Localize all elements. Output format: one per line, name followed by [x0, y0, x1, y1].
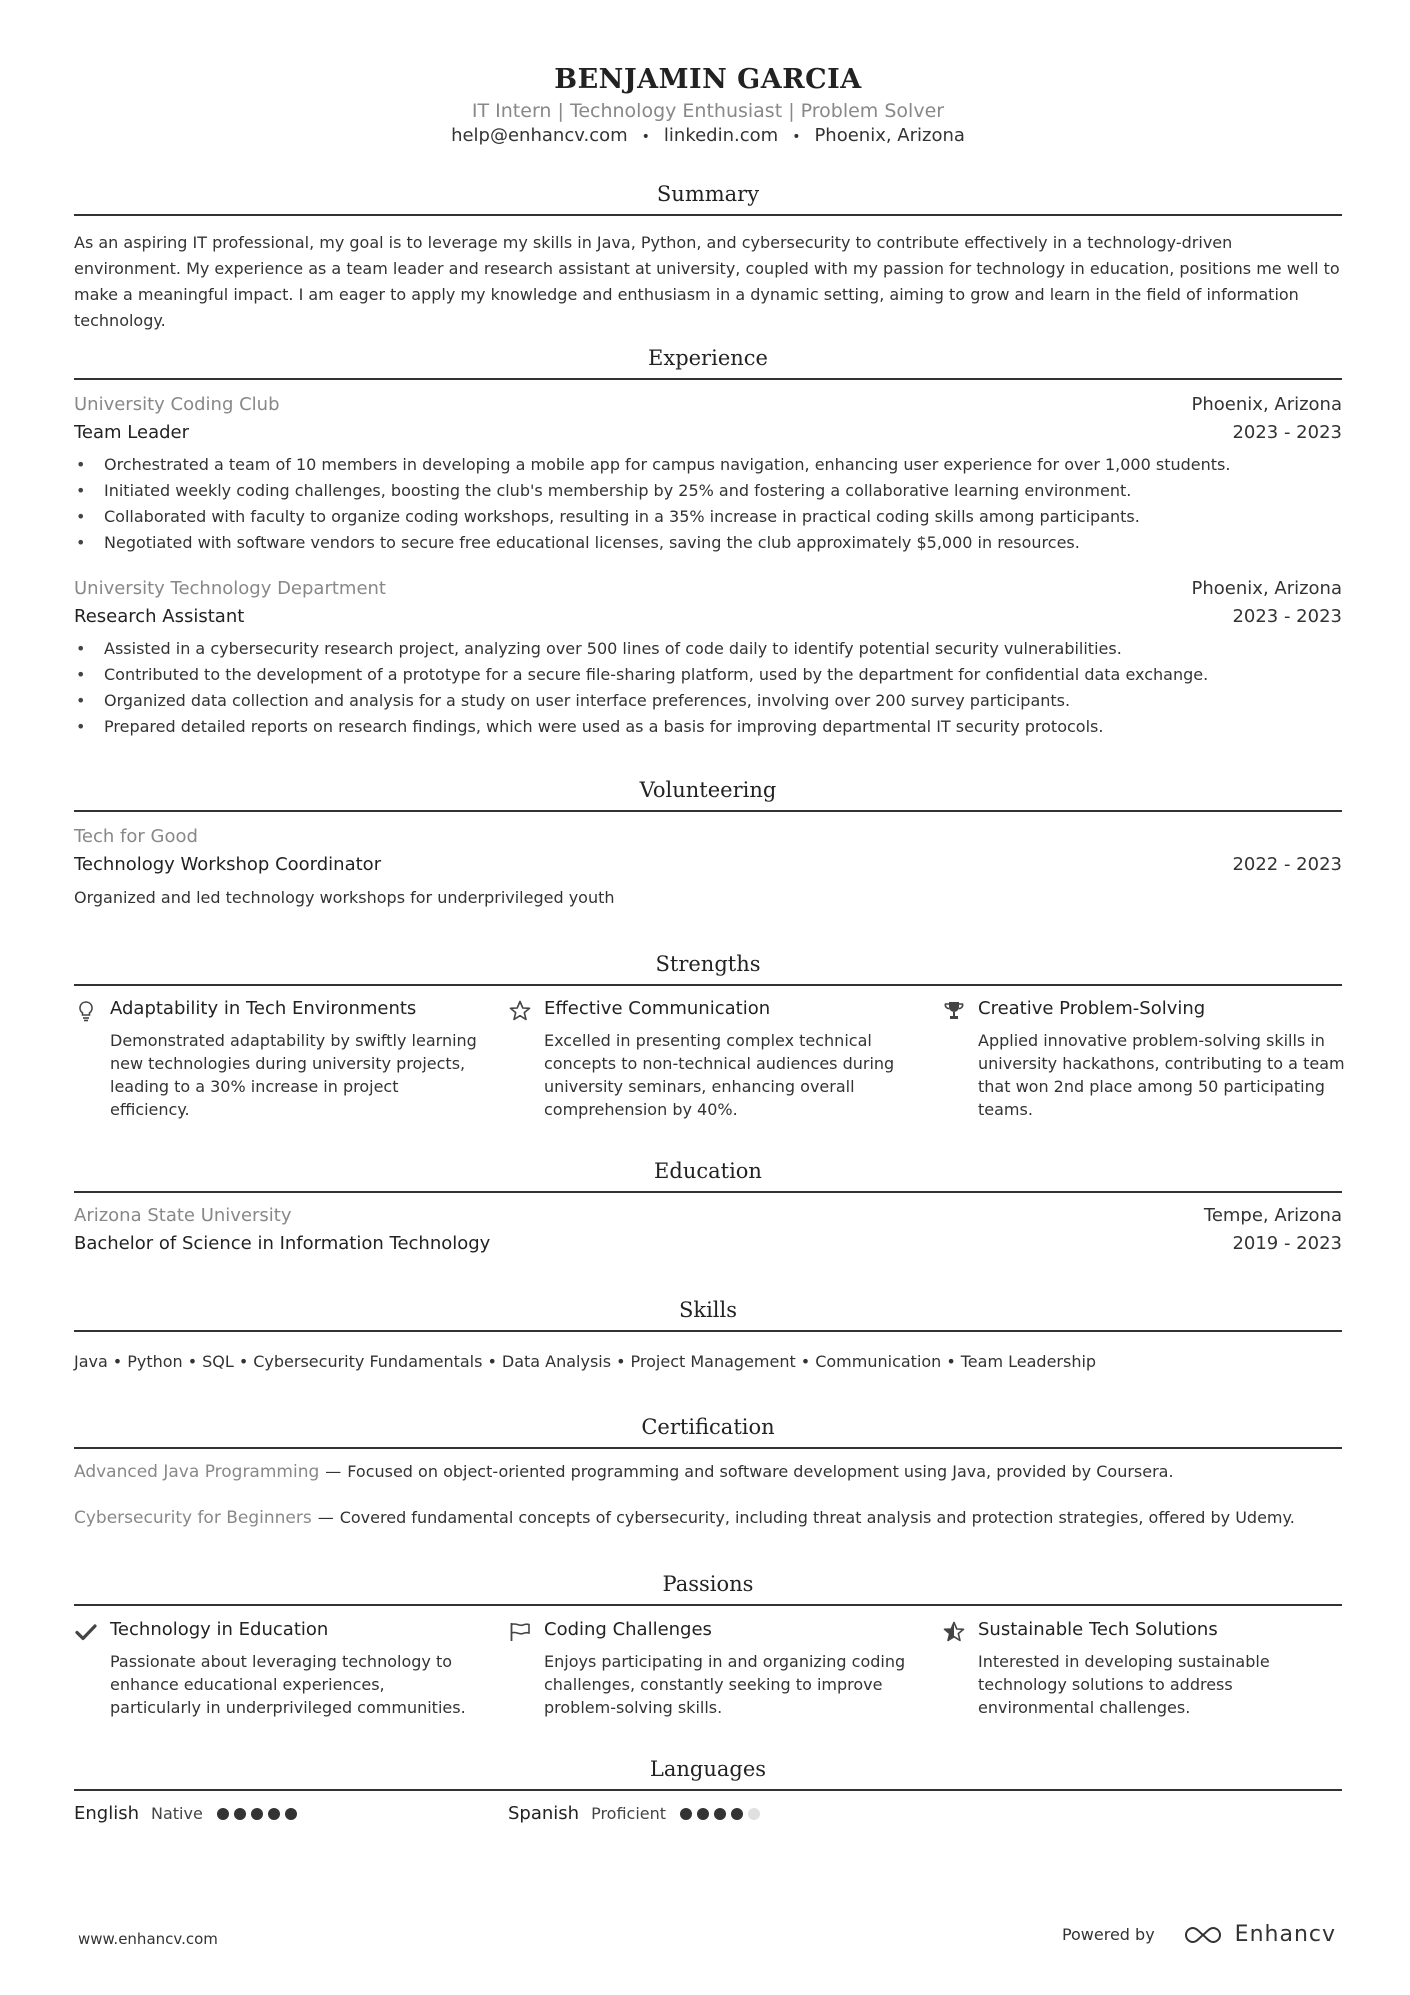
trophy-icon	[942, 999, 966, 1023]
skill-item: Python	[127, 1352, 183, 1371]
list-item: • Contributed to the development of a prototype for a secure file-sharing platform, used by the department for confidential data exchange.	[74, 662, 1342, 688]
lightbulb-icon	[74, 999, 98, 1023]
organization: University Coding Club	[74, 394, 280, 415]
skill-item: SQL	[202, 1352, 234, 1371]
certification-name: Advanced Java Programming	[74, 1462, 320, 1482]
strength-description: Excelled in presenting complex technical concepts to non-technical audiences during university seminars, enhancing overall comprehension by 40%.	[544, 1031, 895, 1119]
passion-description: Passionate about leveraging technology to enhance educational experiences, particularly in underprivileged communities.	[110, 1652, 466, 1717]
section-title: Strengths	[74, 951, 1342, 986]
footer-website[interactable]: www.enhancv.com	[78, 1930, 218, 1948]
list-item: • Initiated weekly coding challenges, boosting the club's membership by 25% and fostering a collaborative learning environment.	[74, 478, 1342, 504]
half-star-icon	[942, 1620, 966, 1644]
bullet-list	[74, 636, 1342, 740]
section-title: Volunteering	[74, 777, 1342, 812]
strength-title: Adaptability in Tech Environments	[110, 998, 417, 1019]
separator-dot: •	[641, 129, 650, 145]
experience-section	[74, 345, 1342, 380]
summary-section	[74, 181, 1342, 216]
summary-text: As an aspiring IT professional, my goal is to leverage my skills in Java, Python, and cybersecurity to contribute effectively in a technology-driven environment. My experience as a team leader and research assistant at university, coupled with my passion for technology in education, positions me well to make a meaningful impact. I am eager to apply my knowledge and enthusiasm in a dynamic setting, aiming to grow and learn in the field of information technology.	[74, 233, 1340, 330]
education-section	[74, 1158, 1342, 1193]
skills-section	[74, 1297, 1342, 1332]
strengths-section	[74, 951, 1342, 986]
section-title: Summary	[74, 181, 1342, 216]
list-item: • Organized data collection and analysis for a study on user interface preferences, involving over 200 survey participants.	[74, 688, 1342, 714]
language-name: Spanish	[508, 1803, 580, 1824]
certification-name: Cybersecurity for Beginners	[74, 1508, 312, 1528]
list-item: • Negotiated with software vendors to secure free educational licenses, saving the club approximately $5,000 in resources.	[74, 530, 1342, 556]
section-title: Experience	[74, 345, 1342, 380]
role: Team Leader	[74, 422, 190, 443]
tagline: IT Intern | Technology Enthusiast | Problem Solver	[471, 100, 945, 122]
contact-line	[74, 125, 1342, 146]
skill-item: Java	[74, 1352, 108, 1371]
skill-item: Project Management	[630, 1352, 796, 1371]
passion-description: Interested in developing sustainable technology solutions to address environmental challenges.	[978, 1652, 1270, 1717]
degree: Bachelor of Science in Information Technology	[74, 1233, 491, 1254]
section-title: Languages	[74, 1756, 1342, 1791]
location: Phoenix, Arizona	[1191, 394, 1342, 415]
passions-section	[74, 1571, 1342, 1606]
rating-dot-filled	[731, 1808, 743, 1820]
certification-item: Cybersecurity for Beginners — Covered fundamental concepts of cybersecurity, including threat analysis and protection strategies, offered by Udemy.	[74, 1508, 1295, 1528]
brand-name: Enhancv	[1234, 1922, 1336, 1947]
organization: University Technology Department	[74, 578, 386, 599]
certification-section	[74, 1414, 1342, 1449]
rating-dot-empty	[748, 1808, 760, 1820]
skills-list: Java • Python • SQL • Cybersecurity Fundamentals • Data Analysis • Project Management • Communication • Team Leadership	[74, 1352, 1097, 1371]
skill-item: Communication	[815, 1352, 942, 1371]
role: Technology Workshop Coordinator	[74, 854, 382, 875]
passion-title: Coding Challenges	[544, 1619, 712, 1640]
languages-section	[74, 1756, 1342, 1791]
bullet-list	[74, 452, 1342, 556]
dates: 2023 - 2023	[1232, 606, 1342, 627]
star-icon	[508, 999, 532, 1023]
list-item: • Orchestrated a team of 10 members in developing a mobile app for campus navigation, enhancing user experience for over 1,000 students.	[74, 452, 1342, 478]
dates: 2022 - 2023	[1232, 854, 1342, 875]
certification-item: Advanced Java Programming — Focused on object-oriented programming and software development using Java, provided by Coursera.	[74, 1462, 1174, 1482]
skill-item: Team Leadership	[960, 1352, 1097, 1371]
language-name: English	[74, 1803, 139, 1824]
passion-title: Sustainable Tech Solutions	[978, 1619, 1218, 1640]
section-title: Certification	[74, 1414, 1342, 1449]
language-item	[508, 1802, 765, 1826]
dates: 2019 - 2023	[1232, 1233, 1342, 1254]
rating-dot-filled	[268, 1808, 280, 1820]
rating-dot-filled	[285, 1808, 297, 1820]
strength-description: Applied innovative problem-solving skills in university hackathons, contributing to a team that won 2nd place among 50 participating teams.	[978, 1031, 1345, 1119]
volunteering-section	[74, 777, 1342, 812]
school: Arizona State University	[74, 1205, 292, 1226]
language-item	[74, 1802, 302, 1826]
certification-description: Covered fundamental concepts of cybersecurity, including threat analysis and protection strategies, offered by Udemy.	[339, 1508, 1295, 1527]
role: Research Assistant	[74, 606, 245, 627]
strength-title: Effective Communication	[544, 998, 771, 1019]
rating-dot-filled	[251, 1808, 263, 1820]
language-level: Proficient	[591, 1804, 667, 1823]
proficiency-rating	[217, 1802, 302, 1826]
rating-dot-filled	[697, 1808, 709, 1820]
email-link[interactable]: help@enhancv.com	[451, 125, 628, 146]
skill-item: Data Analysis	[501, 1352, 612, 1371]
footer-branding	[1062, 1922, 1336, 1947]
location: Phoenix, Arizona	[1191, 578, 1342, 599]
location: Tempe, Arizona	[1203, 1205, 1342, 1226]
list-item: • Assisted in a cybersecurity research project, analyzing over 500 lines of code daily to identify potential security vulnerabilities.	[74, 636, 1342, 662]
skill-item: Cybersecurity Fundamentals	[253, 1352, 483, 1371]
strength-description: Demonstrated adaptability by swiftly learning new technologies during university projects, leading to a 30% increase in project efficiency.	[110, 1031, 477, 1119]
organization: Tech for Good	[74, 826, 198, 847]
enhancv-logo-icon	[1181, 1923, 1227, 1947]
section-title: Passions	[74, 1571, 1342, 1606]
checkmark-icon	[74, 1620, 98, 1644]
list-item: • Collaborated with faculty to organize coding workshops, resulting in a 35% increase in practical coding skills among participants.	[74, 504, 1342, 530]
flag-icon	[508, 1620, 532, 1644]
section-title: Education	[74, 1158, 1342, 1193]
section-title: Skills	[74, 1297, 1342, 1332]
candidate-name: BENJAMIN GARCIA	[554, 64, 862, 95]
rating-dot-filled	[217, 1808, 229, 1820]
powered-by-label: Powered by	[1061, 1925, 1155, 1944]
rating-dot-filled	[234, 1808, 246, 1820]
rating-dot-filled	[680, 1808, 692, 1820]
strength-title: Creative Problem-Solving	[978, 998, 1206, 1019]
proficiency-rating	[680, 1802, 765, 1826]
volunteering-description: Organized and led technology workshops for underprivileged youth	[74, 888, 615, 907]
dates: 2023 - 2023	[1232, 422, 1342, 443]
linkedin-link[interactable]: linkedin.com	[663, 125, 779, 146]
separator-dot: •	[792, 129, 801, 145]
passion-description: Enjoys participating in and organizing coding challenges, constantly seeking to improve problem-solving skills.	[544, 1652, 906, 1717]
language-level: Native	[151, 1804, 203, 1823]
passion-title: Technology in Education	[110, 1619, 329, 1640]
certification-description: Focused on object-oriented programming and software development using Java, provided by Coursera.	[347, 1462, 1174, 1481]
rating-dot-filled	[714, 1808, 726, 1820]
location: Phoenix, Arizona	[814, 125, 965, 146]
list-item: • Prepared detailed reports on research findings, which were used as a basis for improving departmental IT security protocols.	[74, 714, 1342, 740]
